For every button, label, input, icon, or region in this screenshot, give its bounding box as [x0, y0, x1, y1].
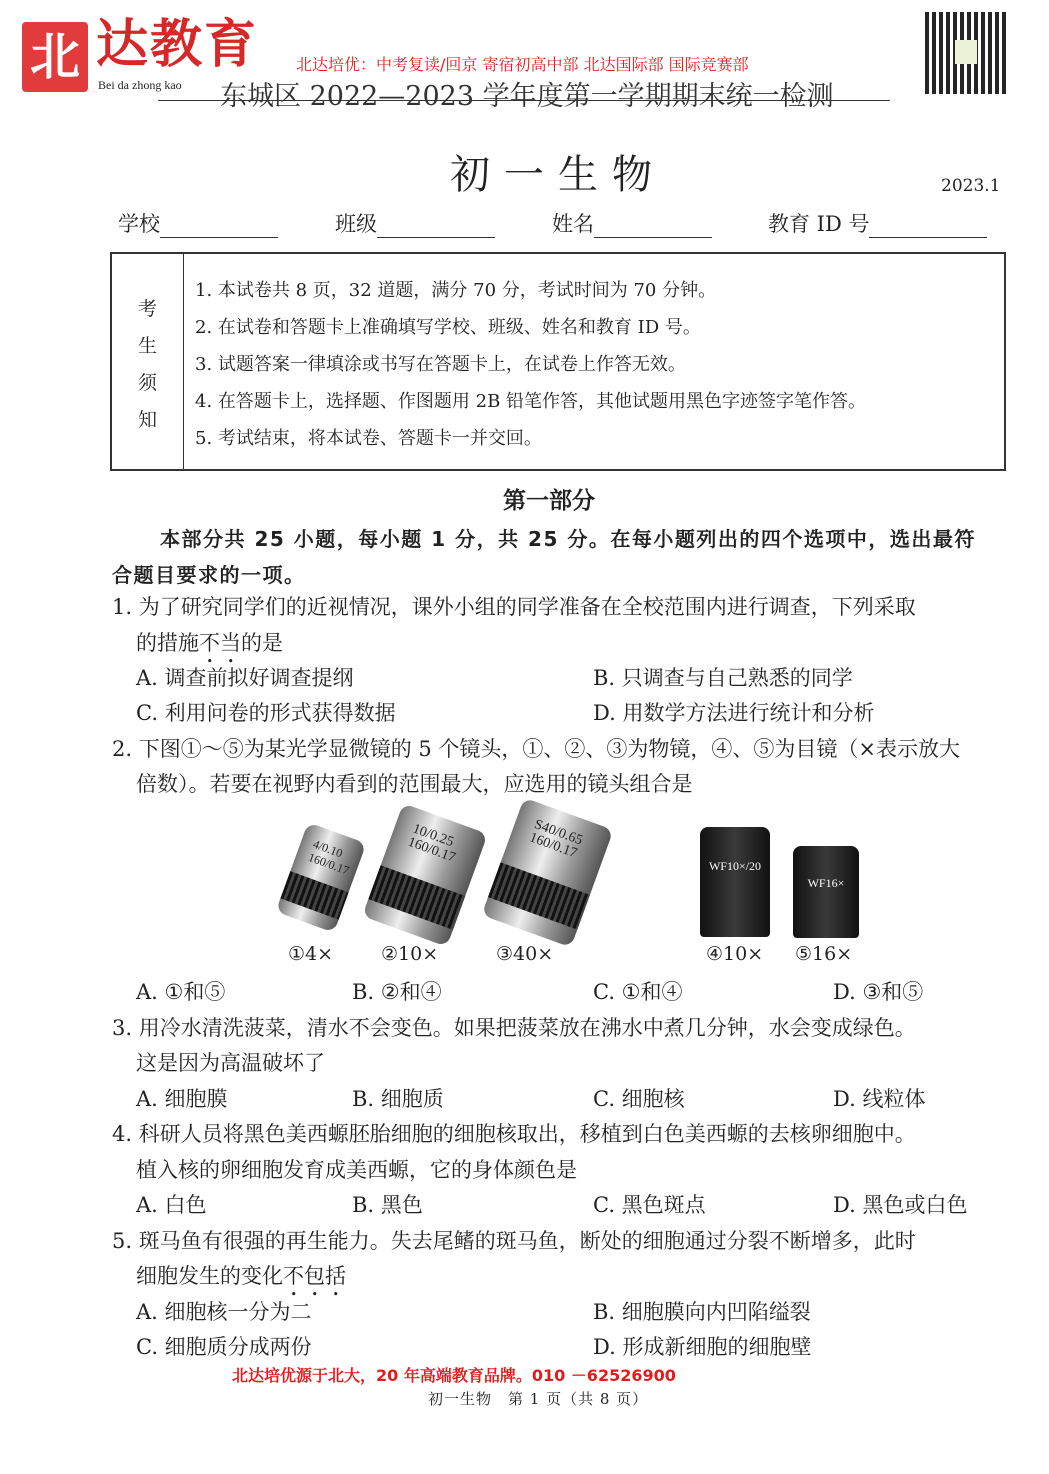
field-class[interactable]	[335, 208, 495, 238]
option-d[interactable]: D. 形成新细胞的细胞壁	[593, 1335, 812, 1359]
exam-title: 东城区 2022—2023 学年度第一学期期末统一检测	[220, 81, 834, 112]
notice-label-char: 考	[138, 298, 158, 320]
footer-ad: 北达培优源于北大，20 年高端教育品牌。010 －62526900	[232, 1366, 676, 1385]
question-5-stem: 细胞发生的变化不包括	[136, 1264, 346, 1288]
banner-text: 北达培优：中考复读/回京 寄宿初高中部 北达国际部 国际竞赛部	[296, 55, 749, 74]
objective-lens-40x: S40/0.65 160/0.17	[481, 798, 613, 948]
option-a[interactable]: A. ①和⑤	[136, 980, 226, 1004]
field-label: 班级	[335, 212, 377, 236]
option-b[interactable]: B. 细胞质	[352, 1087, 444, 1111]
notice-item: 4. 在答题卡上，选择题、作图题用 2B 铅笔作答，其他试题用黑色字迹签字笔作答。	[195, 391, 867, 412]
question-3-stem: 这是因为高温破坏了	[136, 1051, 325, 1075]
question-5-stem: 5. 斑马鱼有很强的再生能力。失去尾鳍的斑马鱼，断处的细胞通过分裂不断增多，此时	[112, 1229, 916, 1253]
lens-caption: ②10×	[381, 943, 439, 965]
section-title: 第一部分	[503, 488, 595, 514]
notice-label-char: 知	[138, 409, 158, 431]
field-label: 姓名	[552, 212, 594, 236]
lens-caption: ①4×	[288, 943, 334, 965]
option-c[interactable]: C. 利用问卷的形式获得数据	[136, 701, 396, 725]
lens-caption: ③40×	[496, 943, 554, 965]
section-intro: 合题目要求的一项。	[112, 563, 306, 587]
page-number: 初一生物 第 1 页（共 8 页）	[428, 1390, 649, 1408]
field-label: 教育 ID 号	[768, 212, 870, 236]
option-a[interactable]: A. 细胞膜	[136, 1087, 228, 1111]
logo-name: 达教育	[96, 14, 259, 75]
option-c[interactable]: C. 细胞核	[593, 1087, 685, 1111]
option-b[interactable]: B. 黑色	[352, 1193, 423, 1217]
option-b[interactable]: B. 只调查与自己熟悉的同学	[593, 666, 853, 690]
eyepiece-16x: WF16×	[793, 846, 859, 938]
option-d[interactable]: D. ③和⑤	[833, 980, 924, 1004]
eyepiece-10x: WF10×/20	[700, 827, 770, 937]
option-c[interactable]: C. 细胞质分成两份	[136, 1335, 312, 1359]
question-4-stem: 4. 科研人员将黑色美西螈胚胎细胞的细胞核取出，移植到白色美西螈的去核卵细胞中。	[112, 1122, 916, 1146]
question-1-stem: 1. 为了研究同学们的近视情况，课外小组的同学准备在全校范围内进行调查，下列采取	[112, 595, 916, 619]
option-a[interactable]: A. 细胞核一分为二	[136, 1300, 312, 1324]
field-school[interactable]	[118, 208, 278, 238]
notice-item: 5. 考试结束，将本试卷、答题卡一并交回。	[195, 428, 542, 449]
field-name[interactable]	[552, 208, 712, 238]
lens-caption: ④10×	[706, 943, 764, 965]
objective-lens-10x: 10/0.25 160/0.17	[362, 803, 488, 947]
field-label: 学校	[118, 212, 160, 236]
question-2-stem: 2. 下图①～⑤为某光学显微镜的 5 个镜头，①、②、③为物镜，④、⑤为目镜（×表示放大	[112, 737, 961, 761]
objective-lens-4x: 4/0.10 160/0.17	[276, 822, 367, 932]
qr-code-icon	[925, 12, 1007, 94]
question-1-stem: 的措施不当的是	[136, 631, 283, 655]
logo-mark: 北	[22, 22, 88, 92]
option-d[interactable]: D. 用数学方法进行统计和分析	[593, 701, 875, 725]
section-intro: 本部分共 25 小题，每小题 1 分，共 25 分。在每小题列出的四个选项中，选出最符	[160, 527, 976, 551]
lens-caption: ⑤16×	[795, 943, 853, 965]
question-3-stem: 3. 用冷水清洗菠菜，清水不会变色。如果把菠菜放在沸水中煮几分钟，水会变成绿色。	[112, 1016, 916, 1040]
subject-title: 初一生物	[450, 152, 666, 198]
notice-label-char: 须	[138, 372, 158, 394]
option-a[interactable]: A. 白色	[136, 1193, 207, 1217]
option-b[interactable]: B. ②和④	[352, 980, 442, 1004]
option-b[interactable]: B. 细胞膜向内凹陷缢裂	[593, 1300, 811, 1324]
notice-item: 2. 在试卷和答题卡上准确填写学校、班级、姓名和教育 ID 号。	[195, 317, 701, 338]
option-d[interactable]: D. 黑色或白色	[833, 1193, 968, 1217]
logo-subtitle: Bei da zhong kao	[98, 78, 182, 92]
question-2-stem: 倍数）。若要在视野内看到的范围最大，应选用的镜头组合是	[136, 772, 693, 796]
notice-label-char: 生	[138, 335, 158, 357]
question-4-stem: 植入核的卵细胞发育成美西螈，它的身体颜色是	[136, 1158, 577, 1182]
field-id[interactable]	[768, 208, 987, 238]
exam-date: 2023.1	[941, 176, 1001, 196]
notice-item: 3. 试题答案一律填涂或书写在答题卡上，在试卷上作答无效。	[195, 354, 686, 375]
exam-notice-box	[110, 252, 1006, 471]
option-a[interactable]: A. 调查前拟好调查提纲	[136, 666, 354, 690]
option-d[interactable]: D. 线粒体	[833, 1087, 926, 1111]
notice-item: 1. 本试卷共 8 页，32 道题，满分 70 分，考试时间为 70 分钟。	[195, 280, 717, 301]
option-c[interactable]: C. 黑色斑点	[593, 1193, 706, 1217]
option-c[interactable]: C. ①和④	[593, 980, 683, 1004]
notice-label	[112, 254, 184, 469]
